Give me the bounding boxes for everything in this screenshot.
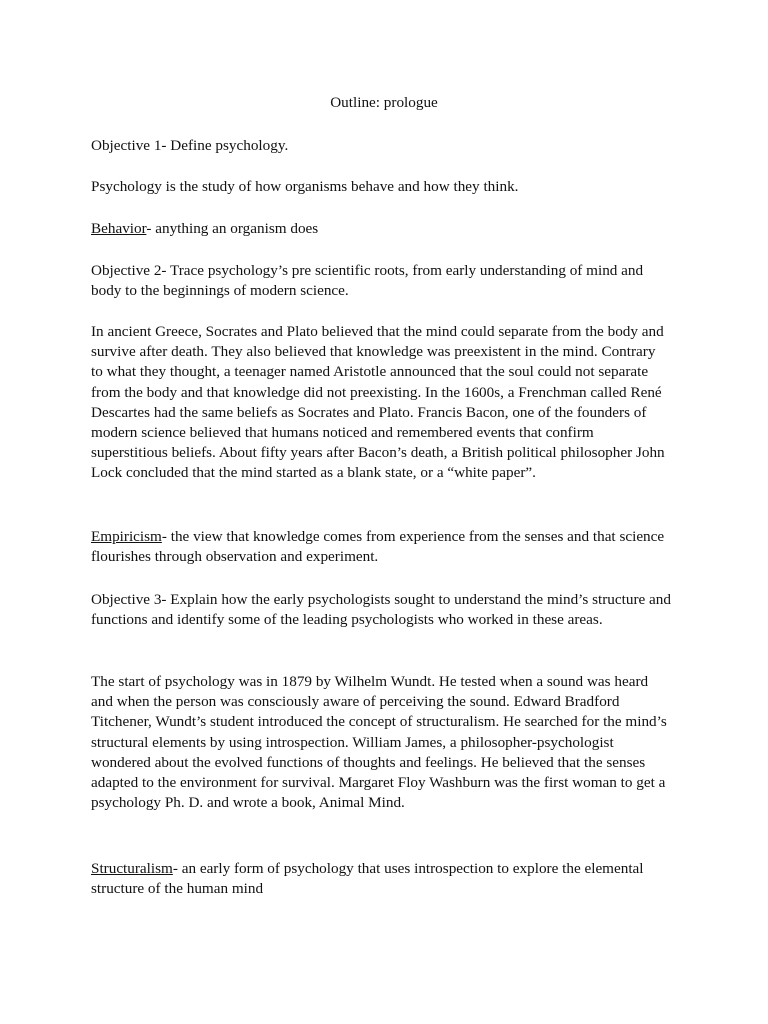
paragraph-wundt: The start of psychology was in 1879 by Wilhelm Wundt. He tested when a sound was heard and when the person was consciously aware of perceiving the sound. Edward Bradford Titchener, Wundt’s student introduced the concept of structuralism. He searched for the mind’s structural elements by using introspection. William James, a philosopher-psychologist wondered about the evolved functions of thoughts and feelings. He believed that the senses adapted to the environment for survival. Margaret Floy Washburn was the first woman to get a psychology Ph. D. and wrote a book, Animal Mind. [91,673,667,812]
structuralism-definition [91,859,671,899]
empiricism-term: Empiricism [91,528,162,545]
objective-2: Objective 2- Trace psychology’s pre scientific roots, from early understanding of mind and body to the beginnings of modern science. [91,262,644,300]
structuralism-definition-text: - an early form of psychology that uses introspection to explore the elemental structure of the human mind [91,860,644,898]
document-title: Outline: prologue [330,94,438,111]
behavior-definition-text: - anything an organism does [146,220,319,237]
behavior-definition [91,219,671,239]
empiricism-definition [91,527,671,567]
empiricism-definition-text: - the view that knowledge comes from experience from the senses and that science flourishes through observation and experiment. [91,528,665,566]
objective-1: Objective 1- Define psychology. [91,137,289,154]
structuralism-term: Structuralism [91,860,173,877]
paragraph-ancient-greece: In ancient Greece, Socrates and Plato believed that the mind could separate from the body and survive after death. They also believed that knowledge was preexistent in the mind. Contrary to what they thought, a teenager named Aristotle announced that the soul could not separate from the body and that knowledge did not preexisting. In the 1600s, a Frenchman called René Descartes had the same beliefs as Socrates and Plato. Francis Bacon, one of the founders of modern science believed that humans noticed and remembered events that confirm superstitious beliefs. About fifty years after Bacon’s death, a British political philosopher John Lock concluded that the mind started as a blank state, or a “white paper”. [91,323,665,482]
behavior-term: Behavior [91,220,147,237]
psychology-definition: Psychology is the study of how organisms behave and how they think. [91,178,519,195]
objective-3: Objective 3- Explain how the early psychologists sought to understand the mind’s structure and functions and identify some of the leading psychologists who worked in these areas. [91,591,671,629]
